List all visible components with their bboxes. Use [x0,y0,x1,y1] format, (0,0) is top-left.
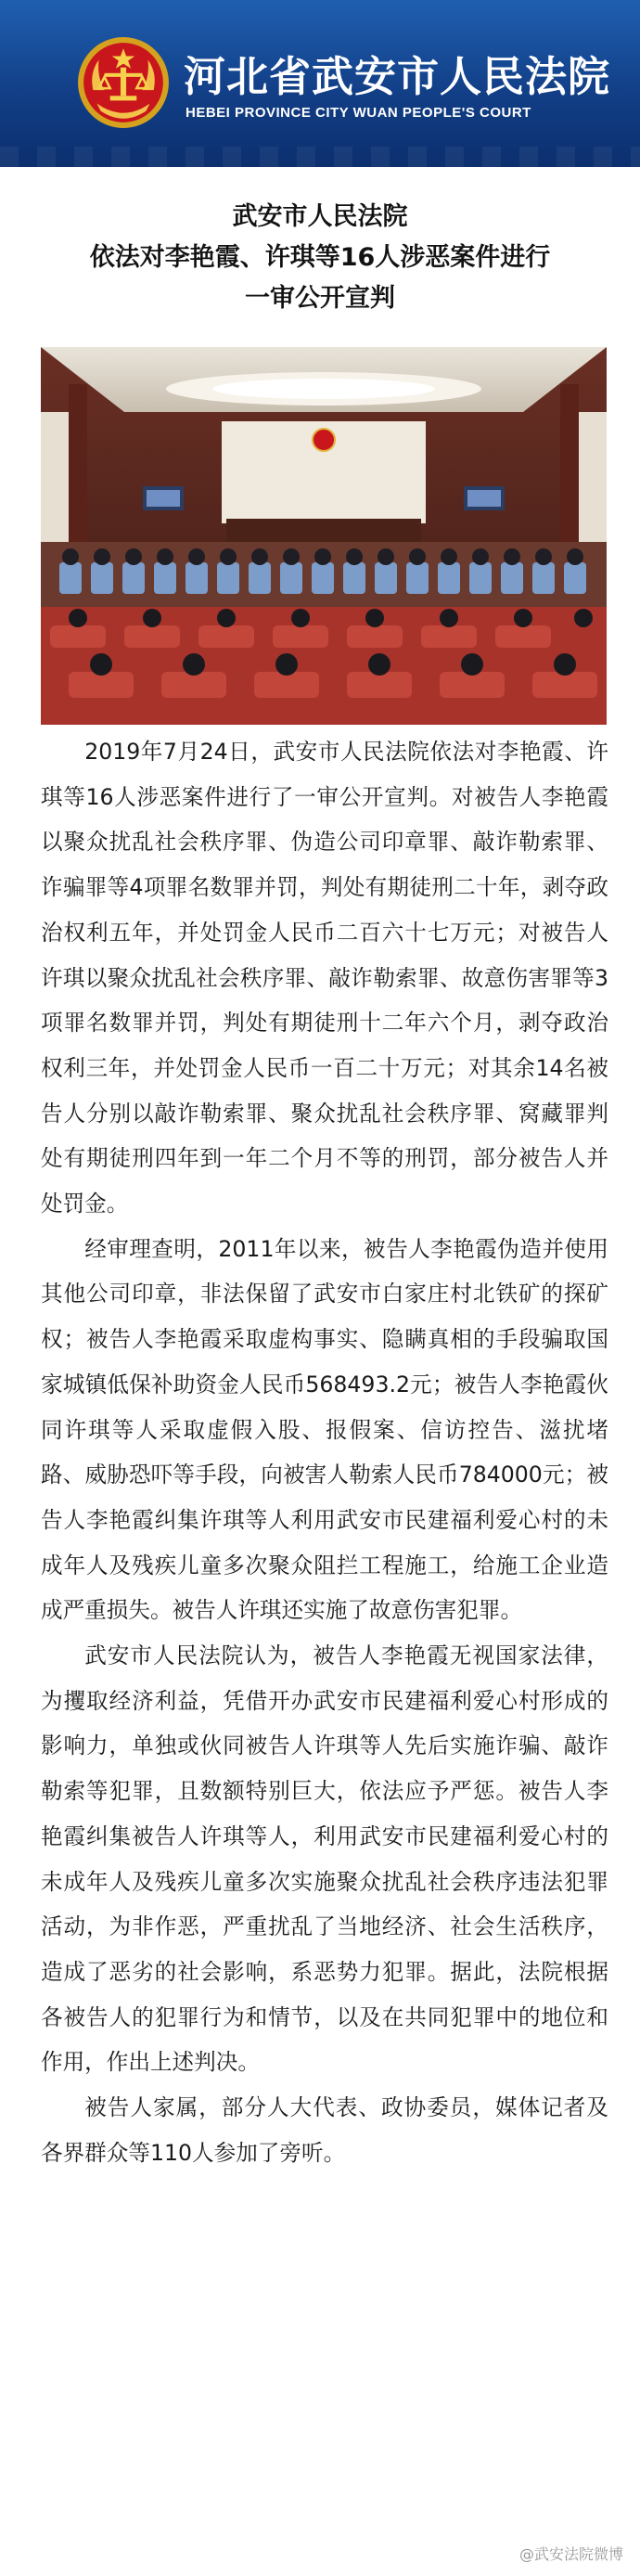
article-body [41,729,608,2176]
article-title [0,197,640,319]
court-header-banner [0,0,640,167]
title-line-3: 一审公开宣判 [245,284,395,313]
title-line-2: 依法对李艳霞、许琪等16人涉恶案件进行 [89,243,551,272]
courtroom-illustration [41,347,607,725]
paragraph-findings: 经审理查明，2011年以来，被告人李艳霞伪造并使用其他公司印章，非法保留了武安市白家庄村北铁矿的探矿权；被告人李艳霞采取虚构事实、隐瞒真相的手段骗取国家城镇低保补助资金人民币568493.2元；被告人李艳霞伙同许琪等人采取虚假入股、报假案、信访控告、滋扰堵路、威胁恐吓等手段，向被害人勒索人民币784000元；被告人李艳霞纠集许琪等人利用武安市民建福利爱心村的未成年人及残疾儿童多次聚众阻拦工程施工，给施工企业造成严重损失。被告人许琪还实施了故意伤害犯罪。 [41,1235,608,1624]
courtroom-photo [41,347,607,725]
title-line-1: 武安市人民法院 [232,202,408,231]
weibo-watermark: @武安法院微博 [518,2545,623,2563]
court-name: 河北省武安市人民法院 [184,52,611,101]
court-name-english: HEBEI PROVINCE CITY WUAN PEOPLE'S COURT [186,105,531,121]
court-emblem-icon [76,35,171,130]
paragraph-court-opinion: 武安市人民法院认为，被告人李艳霞无视国家法律，为攫取经济利益，凭借开办武安市民建福利爱心村形成的影响力，单独或伙同被告人许琪等人先后实施诈骗、敲诈勒索等犯罪，且数额特别巨大，依法应予严惩。被告人李艳霞纠集被告人许琪等人，利用武安市民建福利爱心村的未成年人及残疾儿童多次实施聚众扰乱社会秩序违法犯罪活动，为非作恶，严重扰乱了当地经济、社会生活秩序，造成了恶劣的社会影响，系恶势力犯罪。据此，法院根据各被告人的犯罪行为和情节，以及在共同犯罪中的地位和作用，作出上述判决。 [41,1642,608,2076]
paragraph-attendees: 被告人家属，部分人大代表、政协委员，媒体记者及各界群众等110人参加了旁听。 [41,2094,608,2166]
header-stripe [0,147,640,167]
paragraph-verdict: 2019年7月24日，武安市人民法院依法对李艳霞、许琪等16人涉恶案件进行了一审公开宣判。对被告人李艳霞以聚众扰乱社会秩序罪、伪造公司印章罪、敲诈勒索罪、诈骗罪等4项罪名数罪并罚，判处有期徒刑二十年，剥夺政治权利五年，并处罚金人民币二百六十七万元；对被告人许琪以聚众扰乱社会秩序罪、敲诈勒索罪、故意伤害罪等3项罪名数罪并罚，判处有期徒刑十二年六个月，剥夺政治权利三年，并处罚金人民币一百二十万元；对其余14名被告人分别以敲诈勒索罪、聚众扰乱社会秩序罪、窝藏罪判处有期徒刑四年到一年二个月不等的刑罚，部分被告人并处罚金。 [41,739,608,1217]
